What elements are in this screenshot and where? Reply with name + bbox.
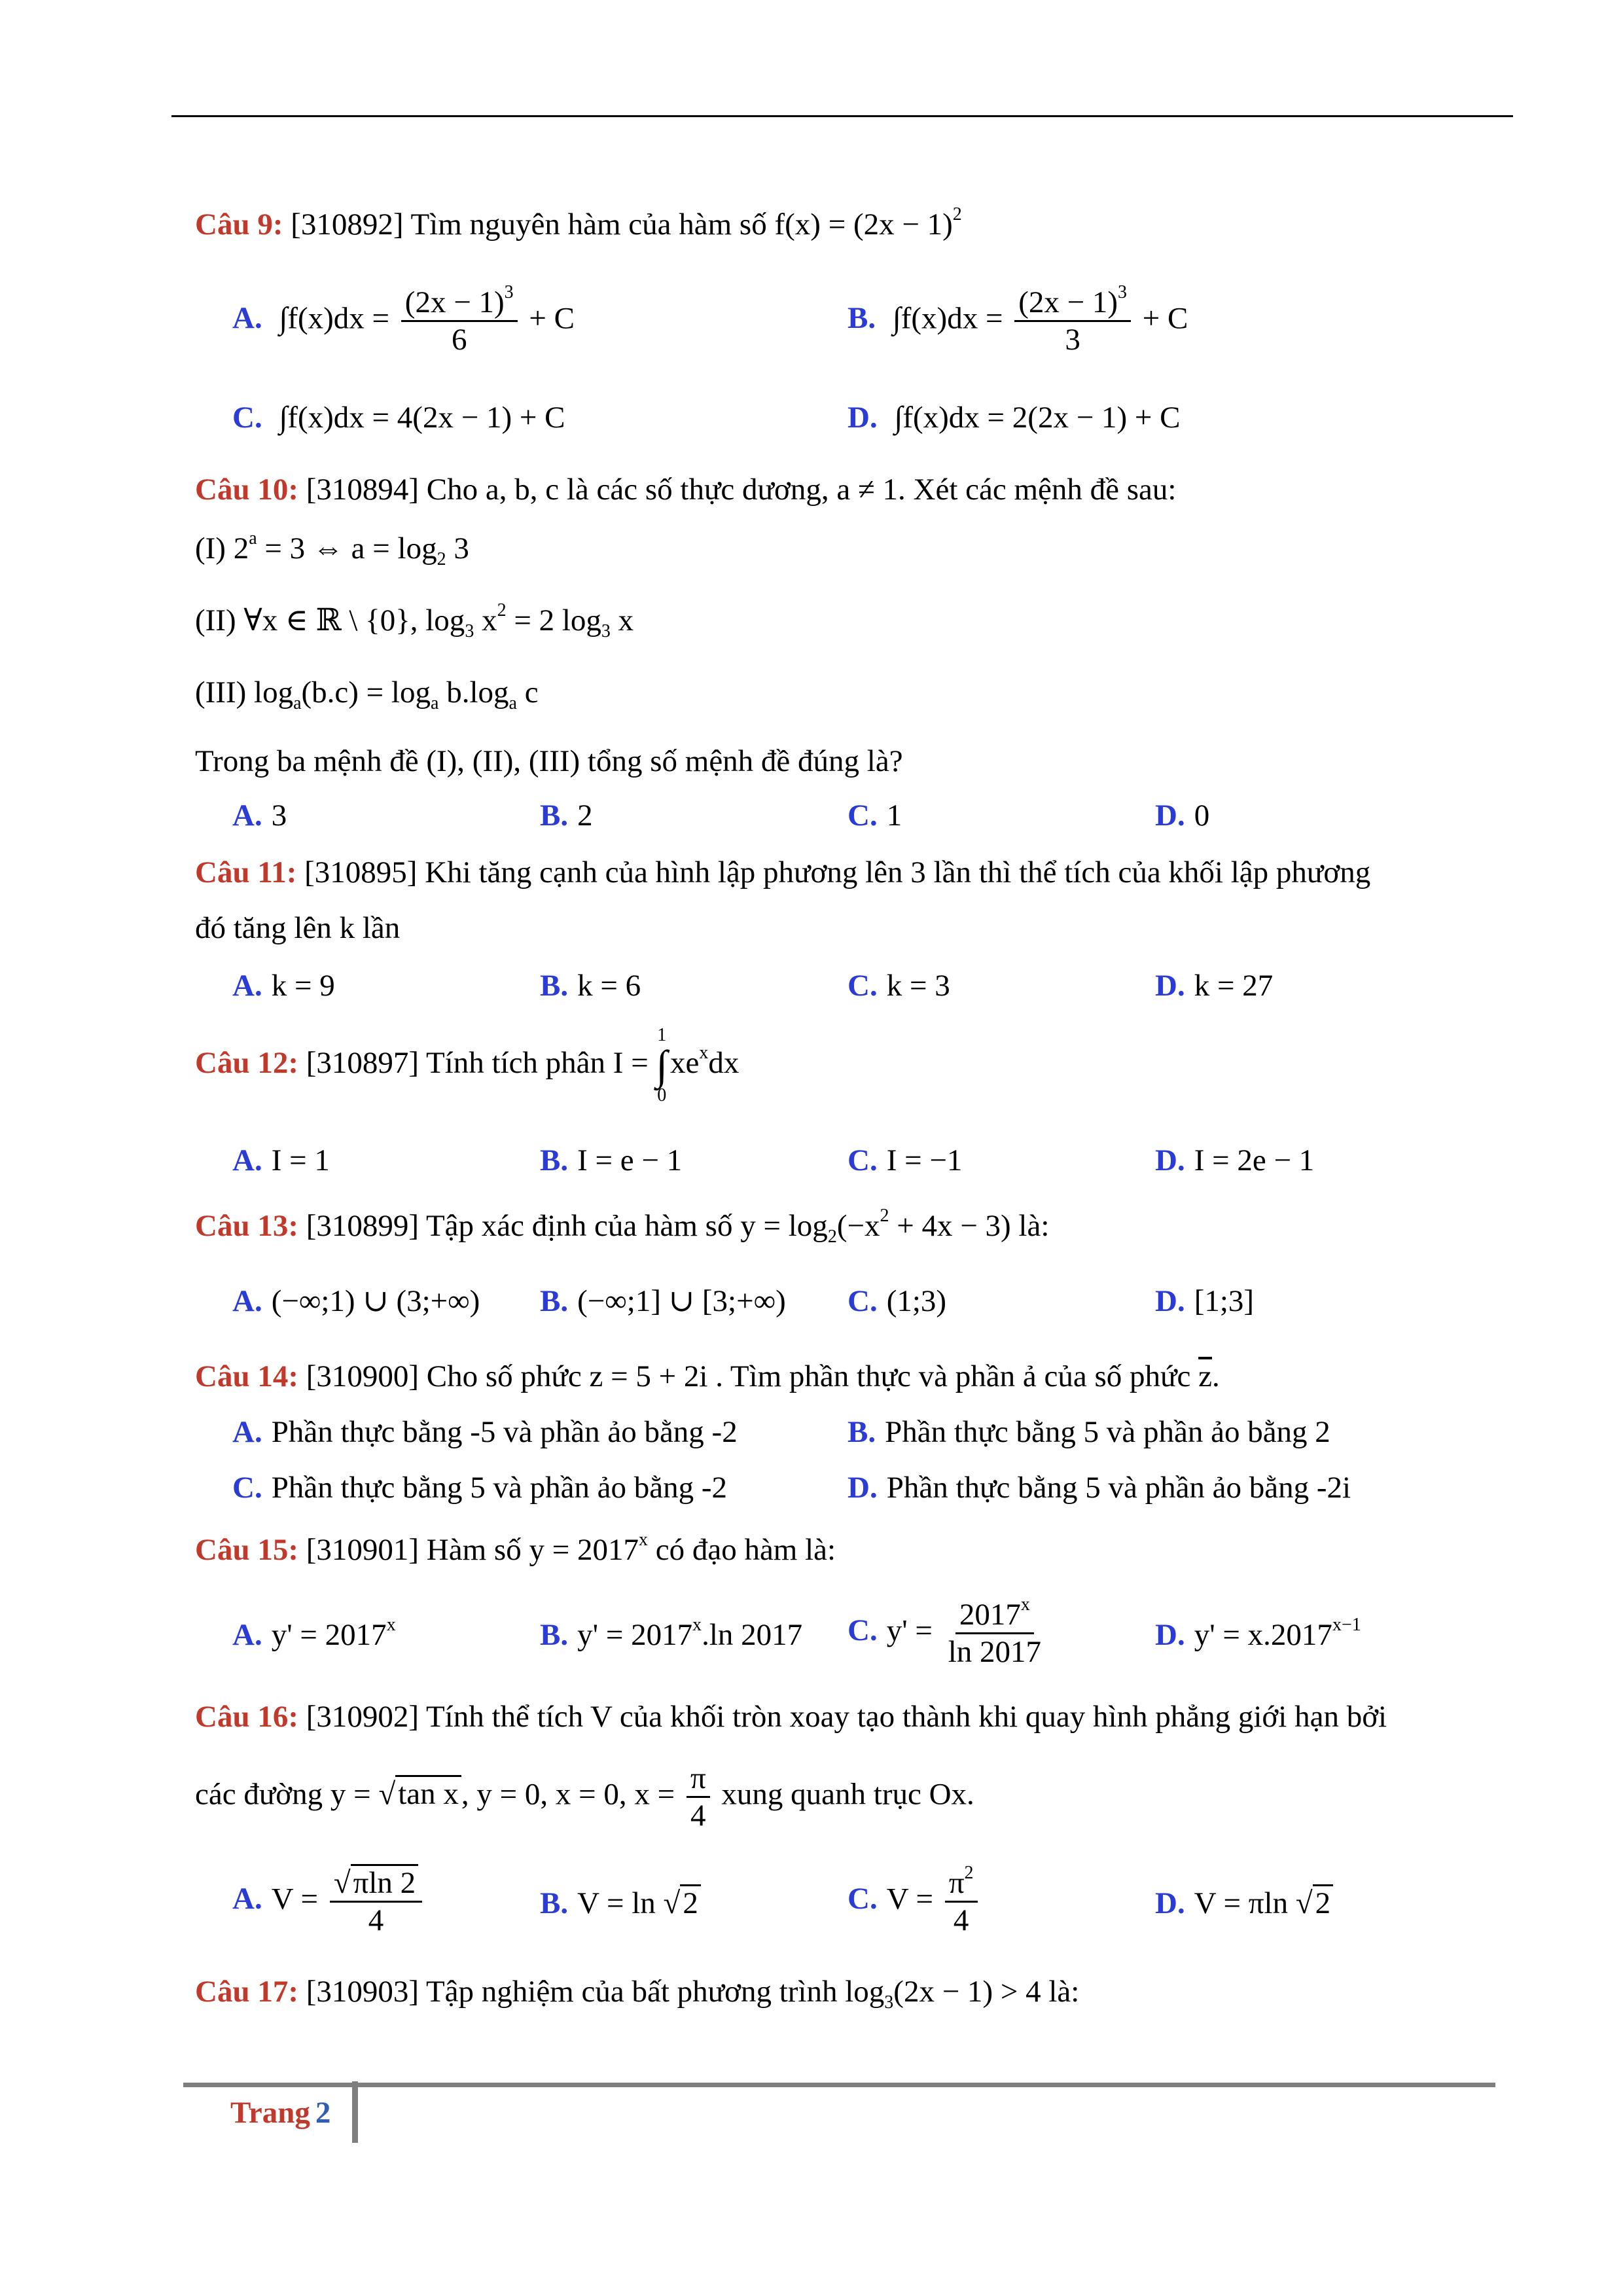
- option-a[interactable]: A. k = 9: [232, 969, 335, 1003]
- question-label: Câu 9:: [195, 207, 283, 242]
- question-text: [310895] Khi tăng cạnh của hình lập phương lên 3 lần thì thể tích của khối lập phương: [304, 855, 1371, 889]
- option-b[interactable]: B. ∫f(x)dx = $\frac{(2x - 1)^3}{3}$ + C: [847, 282, 1188, 357]
- header-rule: [171, 115, 1513, 117]
- question-text-cont: đó tăng lên k lần: [195, 911, 401, 945]
- question-text: [310894] Cho a, b, c là các số thực dương, a ≠ 1. Xét các mệnh đề sau:: [306, 473, 1177, 507]
- option-b[interactable]: B. Phần thực bằng 5 và phần ảo bằng 2: [847, 1415, 1330, 1449]
- question-label: Câu 17:: [195, 1975, 298, 2009]
- option-a[interactable]: A. I = 1: [232, 1143, 330, 1177]
- footer-divider: [352, 2081, 358, 2143]
- question-label: Câu 13:: [195, 1209, 298, 1243]
- option-letter: B.: [847, 301, 876, 336]
- question-text: [310892] Tìm nguyên hàm của hàm số: [291, 207, 767, 242]
- option-d[interactable]: D. 0: [1155, 798, 1210, 833]
- question-label: Câu 14:: [195, 1359, 298, 1393]
- question-16: [195, 1698, 1387, 1735]
- option-c[interactable]: C. I = −1: [847, 1143, 963, 1177]
- question-15: Câu 15: [310901] Hàm số $y = 2017^x$ có đạo hàm là:: [195, 1530, 836, 1567]
- option-d[interactable]: D. Phần thực bằng 5 và phần ảo bằng -2i: [847, 1471, 1351, 1505]
- question-prompt: Trong ba mệnh đề (I), (II), (III) tổng số mệnh đề đúng là?: [195, 744, 903, 778]
- integral-sign: 1 ∫ 0: [656, 1025, 668, 1105]
- statement-2: (II) ∀x ∈ ℝ \ {0}, $\log_3 x^2 = 2$ $\log_3 x$: [195, 600, 634, 641]
- option-c[interactable]: C. V = $\frac{\pi^2}{4}$: [847, 1865, 982, 1938]
- option-d[interactable]: D. k = 27: [1155, 969, 1274, 1003]
- option-letter: A.: [232, 301, 262, 336]
- question-9: [195, 206, 962, 243]
- option-a[interactable]: A. $y' = 2017^x$: [232, 1615, 396, 1652]
- option-fraction: $\frac{(2x - 1)^3}{3}$: [1014, 285, 1131, 357]
- question-text: [310901] Hàm số: [306, 1533, 522, 1567]
- option-b[interactable]: B. (−∞;1] ∪ [3;+∞): [540, 1284, 786, 1318]
- question-label: Câu 16:: [195, 1700, 298, 1734]
- option-d[interactable]: D. $y' = x.2017^{x-1}$: [1155, 1615, 1361, 1652]
- question-label: Câu 10:: [195, 473, 298, 507]
- question-label: Câu 15:: [195, 1533, 298, 1567]
- question-11: [195, 854, 1370, 891]
- option-lhs: ∫f(x)dx =: [279, 301, 390, 336]
- statement-3: (III) $\log_a(b.c) = \log_a b.\log_a$ c: [195, 675, 539, 713]
- option-c[interactable]: C. (1;3): [847, 1284, 947, 1318]
- question-label: Câu 11:: [195, 855, 297, 889]
- question-label: Câu 12:: [195, 1045, 298, 1080]
- option-c[interactable]: C. ∫f(x)dx = 4(2x − 1) + C: [232, 401, 565, 435]
- option-fraction: $\frac{(2x - 1)^3}{6}$: [401, 285, 518, 357]
- page-number: Trang 2: [230, 2096, 331, 2130]
- option-b[interactable]: B. V = ln √2: [540, 1885, 701, 1922]
- function-expression: $f(x) = (2x - 1)^2$: [774, 204, 962, 242]
- question-14: Câu 14: [310900] Cho số phức z = 5 + 2i . Tìm phần thực và phần ả của số phức $\overline{z}$.: [195, 1359, 1220, 1393]
- option-d[interactable]: D. I = 2e − 1: [1155, 1143, 1315, 1177]
- option-a[interactable]: A. V = $\frac{√\pi\ln 2}{4}$: [232, 1865, 426, 1938]
- option-c[interactable]: C. y' = $\frac{2017^x}{\ln 2017}$: [847, 1594, 1041, 1670]
- question-text: [310900] Cho số phức z = 5 + 2i . Tìm phần thực và phần ả của số phức: [306, 1359, 1191, 1393]
- option-a[interactable]: A. (−∞;1) ∪ (3;+∞): [232, 1284, 480, 1318]
- question-12: Câu 12: [310897] Tính tích phân I = 1 ∫ 0 $xe^xdx$: [195, 1025, 740, 1105]
- option-a[interactable]: A. Phần thực bằng -5 và phần ảo bằng -2: [232, 1415, 738, 1449]
- question-text: [310903] Tập nghiệm của bất phương trình: [306, 1975, 838, 2009]
- statement-1: (I) $2^a = 3$ ⇔ $a = \log_2 3$: [195, 528, 469, 569]
- question-text: [310902] Tính thể tích V của khối tròn xoay tạo thành khi quay hình phẳng giới hạn bởi: [306, 1700, 1387, 1734]
- option-b[interactable]: B. k = 6: [540, 969, 641, 1003]
- option-a[interactable]: A. 3: [232, 798, 287, 833]
- option-b[interactable]: B. 2: [540, 798, 593, 833]
- option-b[interactable]: B. I = e − 1: [540, 1143, 683, 1177]
- footer-rule: [183, 2083, 1495, 2087]
- option-d[interactable]: D. V = πln √2: [1155, 1885, 1333, 1922]
- option-c[interactable]: C. 1: [847, 798, 902, 833]
- option-c[interactable]: C. Phần thực bằng 5 và phần ảo bằng -2: [232, 1471, 728, 1505]
- option-d[interactable]: D. ∫f(x)dx = 2(2x − 1) + C: [847, 401, 1181, 435]
- question-13: Câu 13: [310899] Tập xác định của hàm số $y = \log_2(-x^2 + 4x - 3)$ là:: [195, 1206, 1050, 1247]
- option-letter: D.: [847, 401, 878, 435]
- option-b[interactable]: B. $y' = 2017^x.\ln$ 2017: [540, 1615, 803, 1652]
- question-text-cont: các đường y = √tan x, y = 0, x = 0, x = $\frac{\pi}{4}$ xung quanh trục Ox.: [195, 1761, 974, 1833]
- option-d[interactable]: D. [1;3]: [1155, 1284, 1255, 1318]
- question-text: [310899] Tập xác định của hàm số: [306, 1209, 733, 1243]
- question-17: Câu 17: [310903] Tập nghiệm của bất phương trình $\log_3(2x - 1) > 4$ là:: [195, 1975, 1080, 2013]
- option-letter: C.: [232, 401, 262, 435]
- option-c[interactable]: C. k = 3: [847, 969, 950, 1003]
- question-10: [195, 471, 1176, 508]
- option-a[interactable]: A. ∫f(x)dx = $\frac{(2x - 1)^3}{6}$ + C: [232, 282, 575, 357]
- conjugate-z: $\overline{z}$: [1198, 1359, 1212, 1393]
- question-text: [310897] Tính tích phân: [306, 1045, 606, 1080]
